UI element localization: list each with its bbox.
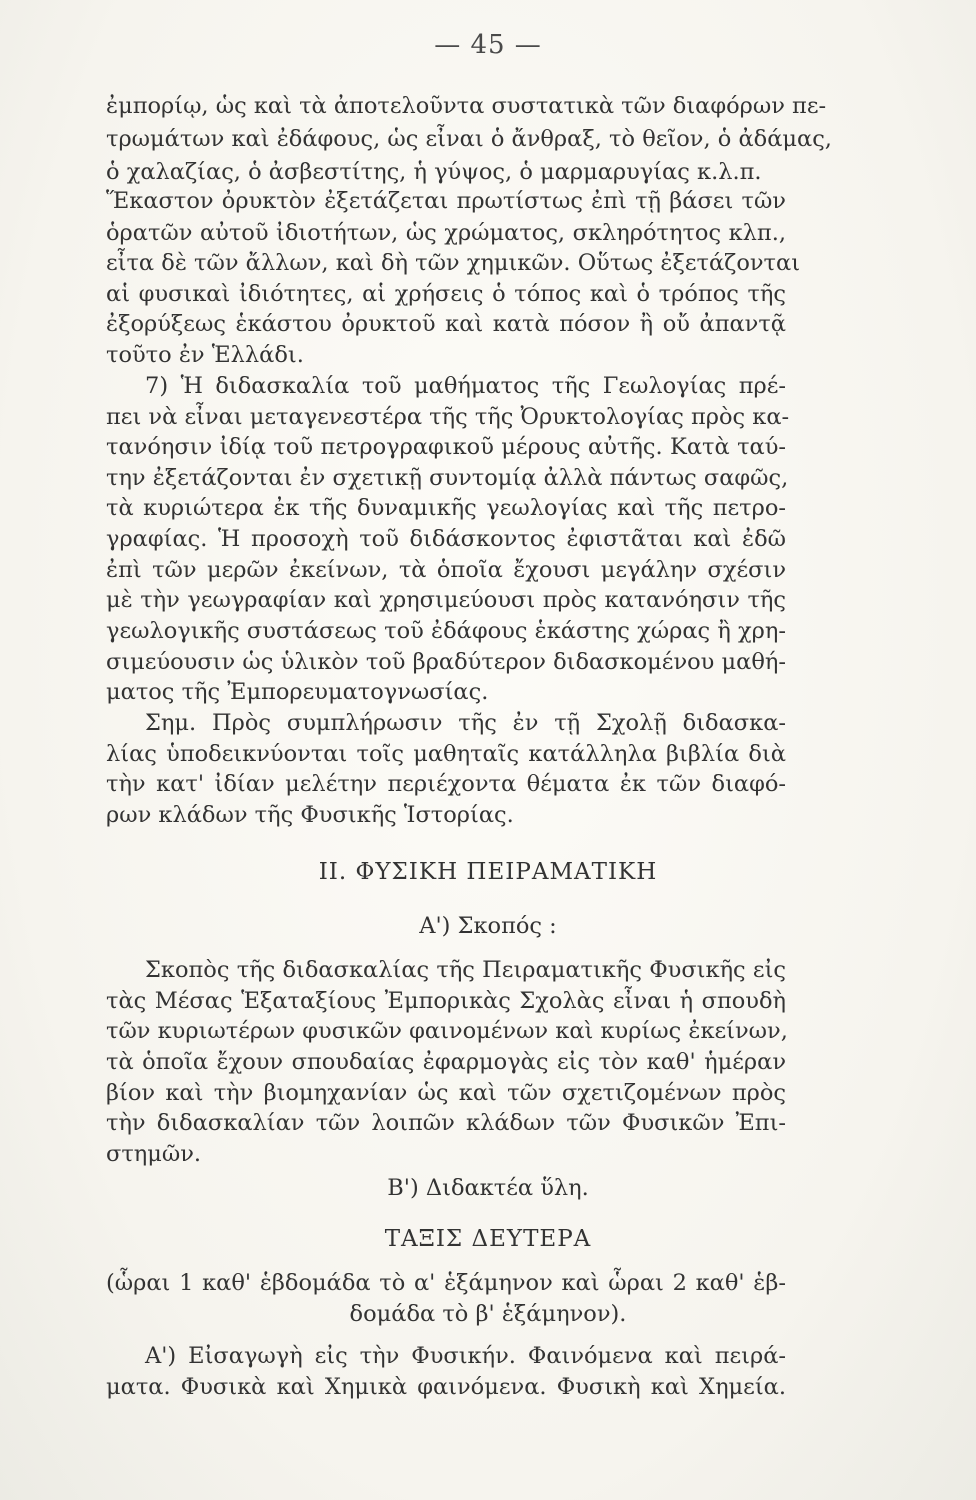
text-line: πει νὰ εἶναι μεταγενεστέρα τῆς τῆς Ὀρυκτολογίας πρὸς κα- — [106, 404, 790, 430]
subsection-heading: Β') Διδακτέα ὕλη. — [387, 1175, 589, 1201]
text-line: γραφίας. Ἡ προσοχὴ τοῦ διδάσκοντος ἐφιστᾶται καὶ ἐδῶ — [106, 526, 786, 552]
text-line: Ἕκαστον ὀρυκτὸν ἐξετάζεται πρωτίστως ἐπὶ τῇ βάσει τῶν — [106, 188, 786, 214]
section-heading: ΙΙ. ΦΥΣΙΚΗ ΠΕΙΡΑΜΑΤΙΚΗ — [318, 859, 658, 885]
subsection-heading: Α') Σκοπός : — [419, 913, 557, 939]
hours-note: (ὧραι 1 καθ' ἑβδομάδα τὸ α' ἑξάμηνον καὶ ὧραι 2 καθ' ἑβ- — [106, 1270, 786, 1296]
text-line: μὲ τὴν γεωγραφίαν καὶ χρησιμεύουσι πρὸς κατανόησιν τῆς — [106, 587, 786, 613]
text-line: τὰς Μέσας Ἑξαταξίους Ἐμπορικὰς Σχολὰς εἶναι ἡ σπουδὴ — [106, 988, 786, 1014]
text-line: αἱ φυσικαὶ ἰδιότητες, αἱ χρήσεις ὁ τόπος καὶ ὁ τρόπος τῆς — [106, 281, 786, 307]
text-line: την ἐξετάζονται ἐν σχετικῇ συντομίᾳ ἀλλὰ πάντως σαφῶς, — [106, 465, 789, 491]
text-line: τρωμάτων καὶ ἐδάφους, ὡς εἶναι ὁ ἄνθραξ, τὸ θεῖον, ὁ ἀδάμας, — [106, 126, 832, 152]
text-line: ματα. Φυσικὰ καὶ Χημικὰ φαινόμενα. Φυσικὴ καὶ Χημεία. — [106, 1374, 786, 1400]
paragraph-purpose-start: Σκοπὸς τῆς διδασκαλίας τῆς Πειραματικῆς Φυσικῆς εἰς — [145, 957, 786, 983]
text-line: ἐπὶ τῶν μερῶν ἐκείνων, τὰ ὁποῖα ἔχουσι μεγάλην σχέσιν — [106, 557, 786, 583]
text-line: εἶτα δὲ τῶν ἄλλων, καὶ δὴ τῶν χημικῶν. Οὕτως ἐξετάζονται — [106, 250, 801, 276]
text-line: λίας ὑποδεικνύονται τοῖς μαθηταῖς κατάλληλα βιβλία διὰ — [106, 741, 786, 767]
page-number: — 45 — — [434, 30, 542, 60]
class-heading: ΤΑΞΙΣ ΔΕΥΤΕΡΑ — [384, 1226, 592, 1252]
text-line: τανόησιν ἰδίᾳ τοῦ πετρογραφικοῦ μέρους αὐτῆς. Κατὰ ταύ- — [106, 434, 786, 460]
text-line: τὴν διδασκαλίαν τῶν λοιπῶν κλάδων τῶν Φυσικῶν Ἐπι- — [106, 1110, 786, 1136]
text-line: τὴν κατ' ἰδίαν μελέτην περιέχοντα θέματα ἐκ τῶν διαφό- — [106, 771, 786, 797]
text-line: ματος τῆς Ἐμπορευματογνωσίας. — [106, 679, 489, 705]
text-line: τὰ ὁποῖα ἔχουν σπουδαίας ἐφαρμογὰς εἰς τὸν καθ' ἡμέραν — [106, 1049, 786, 1075]
text-line: τῶν κυριωτέρων φυσικῶν φαινομένων καὶ κυρίως ἐκείνων, — [106, 1018, 788, 1044]
text-line: τὰ κυριώτερα ἐκ τῆς δυναμικῆς γεωλογίας καὶ τῆς πετρο- — [106, 495, 786, 521]
text-line: ἐμπορίῳ, ὡς καὶ τὰ ἀποτελοῦντα συστατικὰ τῶν διαφόρων πε- — [106, 93, 827, 119]
text-line: ὁ χαλαζίας, ὁ ἀσβεστίτης, ἡ γύψος, ὁ μαρμαρυγίας κ.λ.π. — [106, 159, 762, 185]
text-line: βίον καὶ τὴν βιομηχανίαν ὡς καὶ τῶν σχετιζομένων πρὸς — [106, 1080, 786, 1106]
hours-note-end: δομάδα τὸ β' ἑξάμηνον). — [349, 1301, 627, 1327]
text-line: ὁρατῶν αὐτοῦ ἰδιοτήτων, ὡς χρώματος, σκληρότητος κλπ., — [106, 220, 786, 246]
paragraph-7-start: 7) Ἡ διδασκαλία τοῦ μαθήματος τῆς Γεωλογίας πρέ- — [145, 373, 786, 399]
topic-a-start: Α') Εἰσαγωγὴ εἰς τὴν Φυσικήν. Φαινόμενα καὶ πειρά- — [145, 1343, 786, 1369]
text-line: σιμεύουσιν ὡς ὑλικὸν τοῦ βραδύτερον διδασκομένου μαθή- — [106, 649, 786, 675]
note-start: Σημ. Πρὸς συμπλήρωσιν τῆς ἐν τῇ Σχολῇ διδασκα- — [145, 710, 786, 736]
text-line: ἐξορύξεως ἑκάστου ὀρυκτοῦ καὶ κατὰ πόσον ἢ οὔ ἀπαντᾷ — [106, 311, 786, 337]
text-line: τοῦτο ἐν Ἑλλάδι. — [106, 342, 304, 368]
text-line: ρων κλάδων τῆς Φυσικῆς Ἱστορίας. — [106, 802, 514, 828]
text-line: στημῶν. — [106, 1141, 202, 1167]
text-line: γεωλογικῆς συστάσεως τοῦ ἐδάφους ἑκάστης χώρας ἢ χρη- — [106, 618, 786, 644]
